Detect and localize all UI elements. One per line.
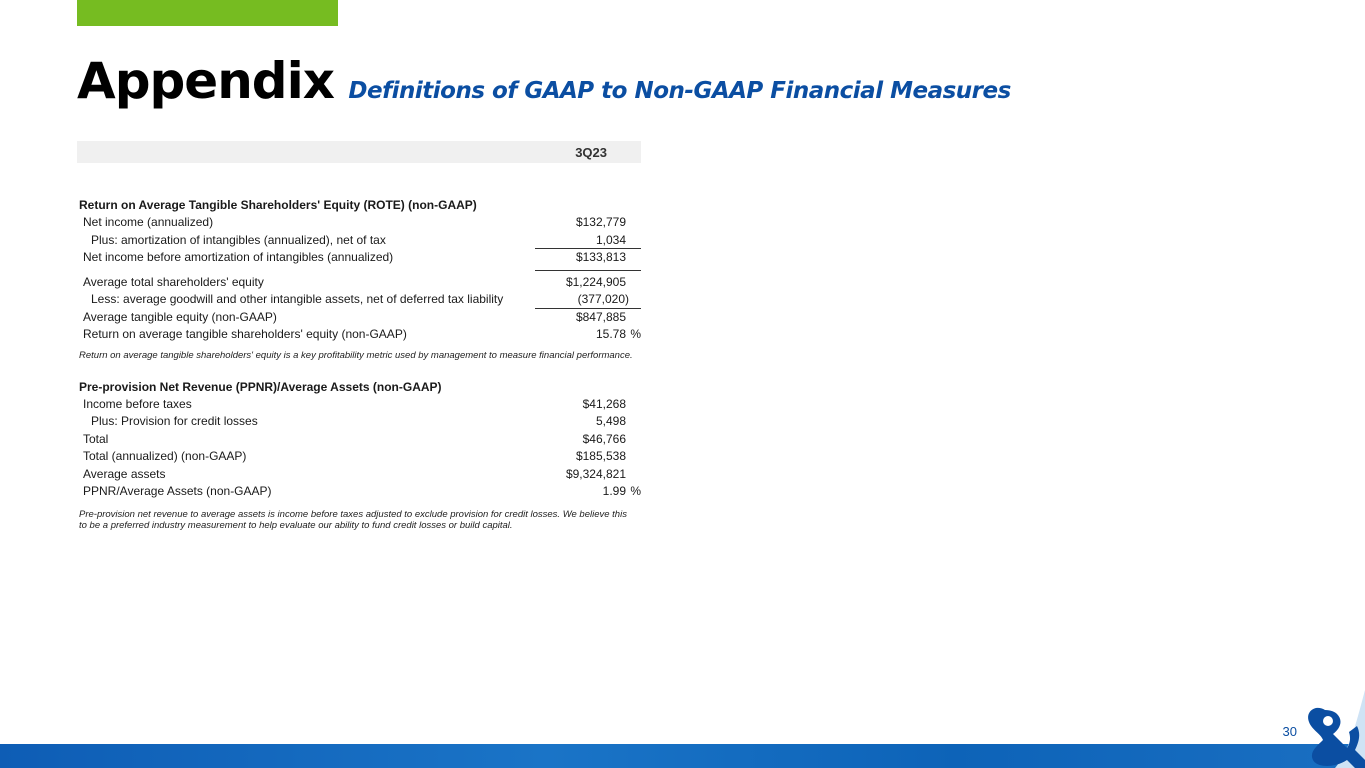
row-label: Plus: amortization of intangibles (annualized), net of tax [91, 232, 386, 247]
percent-unit: % [630, 484, 641, 498]
table-row [77, 396, 641, 414]
subtotal-rule [535, 270, 641, 271]
column-header-3q23: 3Q23 [575, 145, 607, 160]
row-value: 15.78 [595, 327, 626, 341]
row-value: (377,020) [577, 292, 629, 306]
ppnr-footnote: Pre-provision net revenue to average assets is income before taxes adjusted to exclude provision for credit losses. We believe this to be a preferred industry measurement to help evaluate our ability to fund credit losses or build capital. [79, 508, 627, 531]
table-row [77, 309, 641, 327]
row-label: Average total shareholders' equity [83, 274, 264, 289]
table-row [77, 431, 641, 449]
table-row [77, 232, 641, 250]
table-row [77, 274, 641, 292]
row-value: $185,538 [575, 449, 626, 463]
table-row [77, 326, 641, 344]
table-row [77, 448, 641, 466]
row-value: 5,498 [595, 414, 626, 428]
rote-footnote: Return on average tangible shareholders' equity is a key profitability metric used by management to measure financial performance. [79, 349, 633, 361]
row-value: $847,885 [575, 309, 626, 324]
table-row [77, 249, 641, 267]
page-title: Appendix [77, 52, 334, 110]
row-value: $133,813 [575, 250, 626, 264]
row-value: $132,779 [575, 215, 626, 229]
accent-bar [77, 0, 338, 26]
row-label: PPNR/Average Assets (non-GAAP) [83, 484, 272, 498]
row-label: Net income before amortization of intangibles (annualized) [83, 250, 394, 264]
row-label: Net income (annualized) [83, 215, 214, 229]
row-label: Total (annualized) (non-GAAP) [83, 449, 247, 463]
page-subtitle: Definitions of GAAP to Non-GAAP Financial Measures [348, 78, 1011, 104]
table-row [77, 483, 641, 501]
rote-section-title: Return on Average Tangible Shareholders' Equity (ROTE) (non-GAAP) [79, 198, 477, 212]
footer-band [0, 744, 1365, 768]
financial-table [77, 141, 641, 531]
row-value: $1,224,905 [565, 274, 626, 289]
ampersand-logo-icon [1295, 690, 1365, 768]
row-label: Return on average tangible shareholders' equity (non-GAAP) [83, 327, 407, 341]
row-label: Total [83, 431, 109, 446]
table-row [77, 466, 641, 484]
row-label: Average assets [83, 466, 166, 481]
row-value: 1,034 [595, 232, 626, 247]
ppnr-section-title: Pre-provision Net Revenue (PPNR)/Average Assets (non-GAAP) [79, 379, 442, 394]
row-label: Less: average goodwill and other intangible assets, net of deferred tax liability [91, 292, 504, 306]
title-row [77, 52, 1011, 110]
row-label: Income before taxes [83, 396, 192, 411]
table-row [77, 291, 641, 309]
row-value: $46,766 [582, 431, 626, 446]
row-label: Plus: Provision for credit losses [91, 414, 258, 428]
column-header [77, 141, 641, 163]
row-value: $9,324,821 [565, 466, 626, 481]
table-row [77, 413, 641, 431]
page-number: 30 [1282, 724, 1297, 739]
row-label: Average tangible equity (non-GAAP) [83, 309, 277, 324]
row-value: $41,268 [582, 396, 626, 411]
percent-unit: % [630, 327, 641, 341]
table-row [77, 214, 641, 232]
row-value: 1.99 [602, 484, 626, 498]
